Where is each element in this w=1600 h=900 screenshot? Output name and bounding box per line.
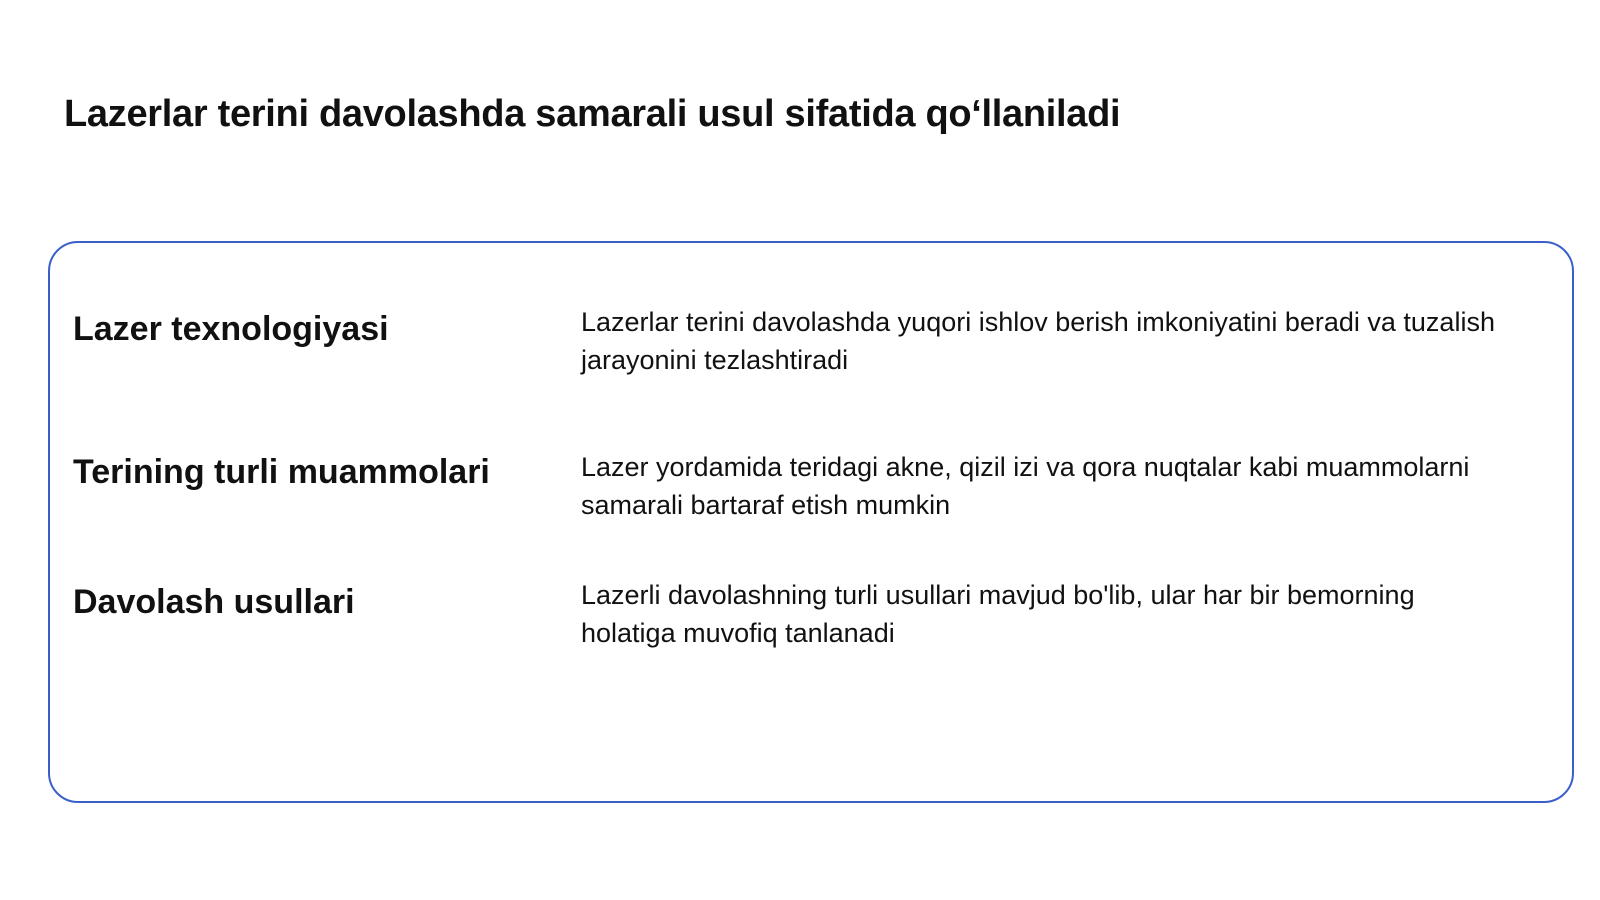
slide-title: Lazerlar terini davolashda samarali usul sifatida qo‘llaniladi xyxy=(64,93,1121,135)
row-description: Lazer yordamida teridagi akne, qizil izi va qora nuqtalar kabi muammolarni samarali bartaraf etish mumkin xyxy=(581,452,1470,520)
row-term: Davolash usullari xyxy=(73,583,355,621)
row-description: Lazerli davolashning turli usullari mavjud bo'lib, ular har bir bemorning holatiga muvofiq tanlanadi xyxy=(581,580,1415,648)
row-term: Terining turli muammolari xyxy=(73,453,490,491)
row-term: Lazer texnologiyasi xyxy=(73,310,389,348)
row-description: Lazerlar terini davolashda yuqori ishlov berish imkoniyatini beradi va tuzalish jarayonini tezlashtiradi xyxy=(581,307,1495,375)
content-box xyxy=(48,241,1574,803)
